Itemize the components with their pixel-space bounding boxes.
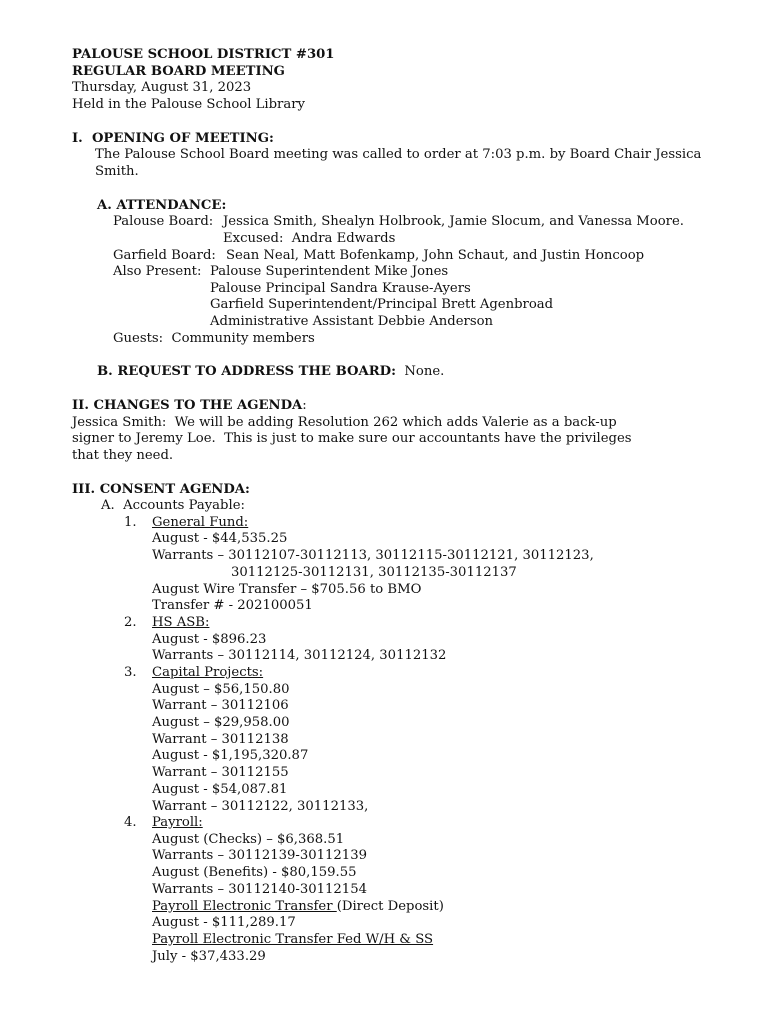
capital-projects-title: Capital Projects: [152,665,264,680]
meeting-date: Thursday, August 31, 2023 [72,80,252,95]
opening-heading: I. OPENING OF MEETING: [72,131,274,146]
opening-text-line: Smith. [95,164,139,179]
item-number: 1. [124,515,137,530]
payroll-line: Warrants – 30112140-30112154 [152,882,367,897]
changes-colon: : [302,398,307,413]
changes-text-line: that they need. [72,448,174,463]
also-present-item: Administrative Assistant Debbie Anderson [210,314,494,329]
payroll-fed-label: Payroll Electronic Transfer Fed W/H & SS [152,932,434,947]
opening-text-line: The Palouse School Board meeting was called to order at 7:03 p.m. by Board Chair Jessica [95,147,702,162]
garfield-board-label: Garfield Board: [113,248,216,263]
hs-asb-title: HS ASB: [152,615,210,630]
payroll-eft-amount: August - $111,289.17 [152,915,296,930]
payroll-eft-suffix: (Direct Deposit) [336,899,444,914]
capital-projects-line: Warrant – 30112106 [152,698,289,713]
payroll-line: August (Benefits) - $80,159.55 [152,865,357,880]
payroll-title: Payroll: [152,815,203,830]
also-present-item: Palouse Superintendent Mike Jones [210,264,449,279]
request-value: None. [404,364,445,379]
also-present-label: Also Present: [113,264,202,279]
hs-asb-line: August - $896.23 [152,632,267,647]
palouse-board-members: Jessica Smith, Shealyn Holbrook, Jamie Slocum, and Vanessa Moore. [223,214,684,229]
changes-text-line: Jessica Smith: We will be adding Resolution 262 which adds Valerie as a back-up [72,415,617,430]
accounts-payable-heading: A. Accounts Payable: [101,498,245,513]
garfield-board-members: Sean Neal, Matt Bofenkamp, John Schaut, and Justin Honcoop [226,248,645,263]
item-number: 4. [124,815,137,830]
meeting-type: REGULAR BOARD MEETING [72,64,285,79]
general-fund-line: August Wire Transfer – $705.56 to BMO [152,582,422,597]
item-number: 3. [124,665,137,680]
guests-line: Guests: Community members [113,331,315,346]
consent-heading: III. CONSENT AGENDA: [72,482,250,497]
capital-projects-line: August – $56,150.80 [152,682,290,697]
also-present-item: Palouse Principal Sandra Krause-Ayers [210,281,471,296]
capital-projects-line: Warrant – 30112122, 30112133, [152,799,369,814]
meeting-location: Held in the Palouse School Library [72,97,305,112]
payroll-fed-amount: July - $37,433.29 [152,949,266,964]
palouse-board-label: Palouse Board: [113,214,214,229]
request-line [97,364,444,381]
also-present-item: Garfield Superintendent/Principal Brett Agenbroad [210,297,554,312]
payroll-line: Warrants – 30112139-30112139 [152,848,367,863]
payroll-eft-label: Payroll Electronic Transfer [152,899,337,914]
hs-asb-line: Warrants – 30112114, 30112124, 30112132 [152,648,447,663]
capital-projects-line: Warrant – 30112155 [152,765,289,780]
general-fund-line: Warrants – 30112107-30112113, 30112115-30112121, 30112123, [152,548,594,563]
capital-projects-line: Warrant – 30112138 [152,732,289,747]
general-fund-line: August - $44,535.25 [152,531,288,546]
capital-projects-line: August – $29,958.00 [152,715,290,730]
general-fund-line: 30112125-30112131, 30112135-30112137 [231,565,517,580]
changes-heading-line [72,398,307,415]
payroll-eft-line [152,899,444,916]
excused-members: Excused: Andra Edwards [223,231,396,246]
attendance-heading: A. ATTENDANCE: [97,198,227,213]
general-fund-title: General Fund: [152,515,249,530]
district-title: PALOUSE SCHOOL DISTRICT #301 [72,47,335,62]
request-heading: B. REQUEST TO ADDRESS THE BOARD: [97,364,396,379]
capital-projects-line: August - $1,195,320.87 [152,748,309,763]
capital-projects-line: August - $54,087.81 [152,782,288,797]
payroll-line: August (Checks) – $6,368.51 [152,832,345,847]
item-number: 2. [124,615,137,630]
changes-heading: II. CHANGES TO THE AGENDA [72,398,303,413]
changes-text-line: signer to Jeremy Loe. This is just to make sure our accountants have the privileges [72,431,632,446]
general-fund-line: Transfer # - 202100051 [152,598,313,613]
